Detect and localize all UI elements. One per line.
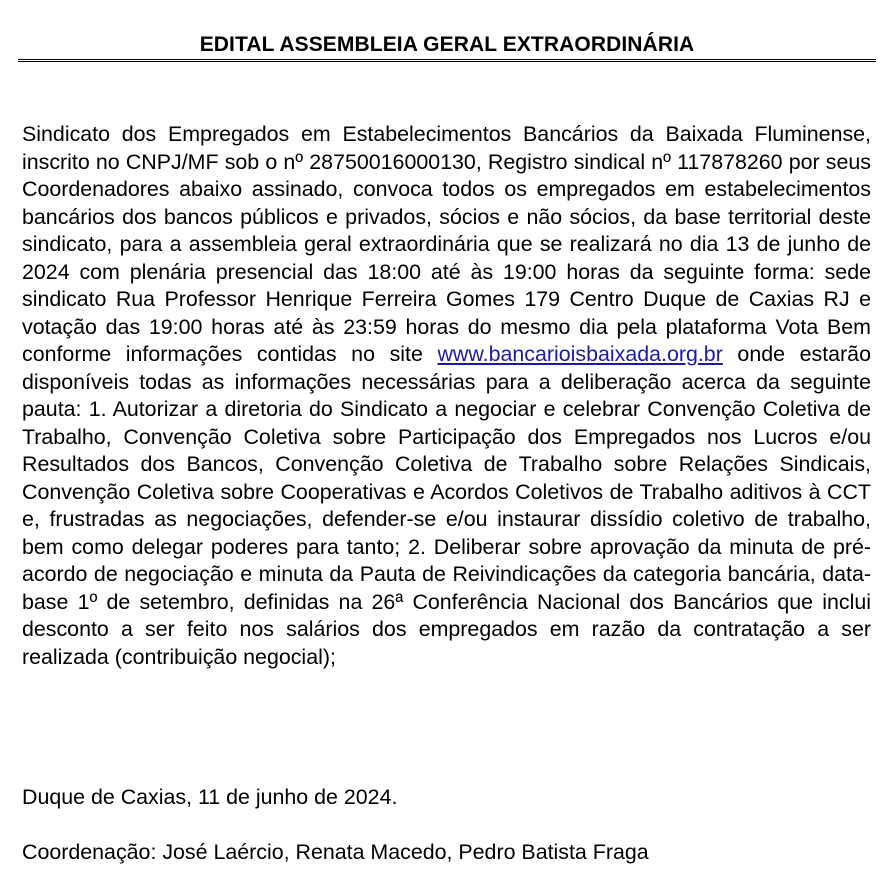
website-link[interactable]: www.bancarioisbaixada.org.br [437,342,723,366]
notice-body-agenda: onde estarão disponíveis todas as informações necessárias para a deliberação acerca da seguinte pauta: 1. Autorizar a diretoria do Sindicato a negociar e celebrar Convenção Coletiva de Trabalho, Convenção Coletiva sobre Participação dos Empregados nos Lucros e/ou Resultados dos Bancos, Convenção Coletiva de Trabalho sobre Relações Sindicais, Convenção Coletiva sobre Cooperativas e Acordos Coletivos de Trabalho aditivos à CCT e, frustradas as negociações, defender-se e/ou instaurar dissídio coletivo de trabalho, bem como delegar poderes para tanto; 2. Deliberar sobre aprovação da minuta de pré-acordo de negociação e minuta da Pauta de Reivindicações da categoria bancária, data-base 1º de setembro, definidas na 26ª Conferência Nacional dos Bancários que inclui desconto a ser feito nos salários dos empregados em razão da contratação a ser realizada (contribuição negocial); [22,342,871,669]
title-divider [18,59,876,62]
notice-body-intro: Sindicato dos Empregados em Estabelecimentos Bancários da Baixada Fluminense, inscrito no CNPJ/MF sob o nº 28750016000130, Registro sindical nº 117878260 por seus Coordenadores abaixo assinado, convoca todos os empregados em estabelecimentos bancários dos bancos públicos e privados, sócios e não sócios, da base territorial deste sindicato, para a assembleia geral extraordinária que se realizará no dia 13 de junho de 2024 com plenária presencial das 18:00 até às 19:00 horas da seguinte forma: sede sindicato Rua Professor Henrique Ferreira Gomes 179 Centro Duque de Caxias RJ e votação das 19:00 horas até às 23:59 horas do mesmo dia pela plataforma Vota Bem conforme informações contidas no site [22,122,871,366]
document-title: EDITAL ASSEMBLEIA GERAL EXTRAORDINÁRIA [199,33,695,56]
place-and-date: Duque de Caxias, 11 de junho de 2024. [22,785,398,809]
coordination-signatories: Coordenação: José Laércio, Renata Macedo, Pedro Batista Fraga [22,840,649,864]
notice-body [22,121,871,671]
